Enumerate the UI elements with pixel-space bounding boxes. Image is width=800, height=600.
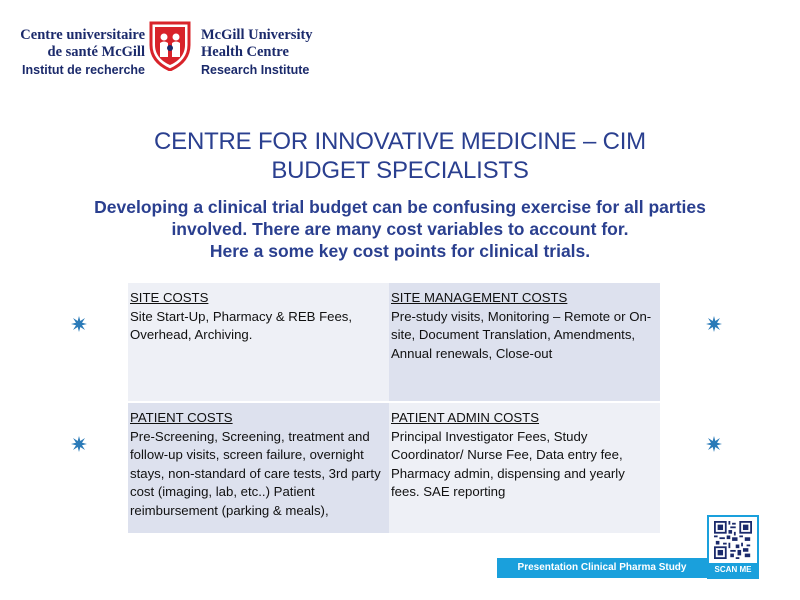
presentation-link-banner[interactable]: Presentation Clinical Pharma Study Budgets — [497, 558, 707, 578]
logo-fr-line3: Institut de recherche — [22, 63, 145, 77]
patient-admin-costs-body: Principal Investigator Fees, Study Coordinator/ Nurse Fee, Data entry fee, Pharmacy admin, dispensing and yearly fees. SAE reporting — [391, 428, 625, 499]
site-management-costs-body: Pre-study visits, Monitoring – Remote or On-site, Document Translation, Amendments, Annual renewals, Close-out — [391, 308, 652, 361]
patient-costs-body: Pre-Screening, Screening, treatment and follow-up visits, screen failure, overnight stays, non-standard of care tests, 3rd party cost (imaging, lab, etc..) Patient reimbursement (parking & meals), — [130, 428, 381, 518]
site-management-costs-heading: SITE MANAGEMENT COSTS — [391, 290, 568, 305]
cost-table — [128, 283, 660, 533]
burst-star-icon — [71, 436, 87, 452]
patient-costs-cell — [128, 401, 389, 533]
patient-admin-costs-heading: PATIENT ADMIN COSTS — [391, 410, 540, 425]
logo-english-text — [201, 27, 361, 79]
mcgill-shield-icon — [149, 21, 191, 71]
logo-en-line2: Health Centre — [201, 44, 289, 60]
burst-star-icon — [71, 316, 87, 332]
patient-costs-heading: PATIENT COSTS — [130, 410, 233, 425]
scan-me-label: SCAN ME — [709, 563, 757, 577]
logo-french-text — [0, 27, 145, 79]
site-costs-heading: SITE COSTS — [130, 290, 209, 305]
subtitle-line2: involved. There are many cost variables to account for. — [171, 219, 629, 239]
logo-fr-line1: Centre universitaire — [20, 27, 145, 43]
logo-fr-line2: de santé McGill — [47, 44, 145, 60]
patient-admin-costs-cell — [389, 401, 660, 533]
page-title-line1: CENTRE FOR INNOVATIVE MEDICINE – CIM — [154, 128, 646, 155]
site-costs-cell — [128, 283, 389, 401]
site-costs-body: Site Start-Up, Pharmacy & REB Fees, Overhead, Archiving. — [130, 308, 353, 342]
qr-code-card[interactable] — [707, 515, 759, 579]
burst-star-icon — [706, 316, 722, 332]
page-title-line2: BUDGET SPECIALISTS — [271, 157, 529, 184]
burst-star-icon — [706, 436, 722, 452]
logo-en-line3: Research Institute — [201, 63, 310, 77]
subtitle — [40, 196, 760, 262]
subtitle-line1: Developing a clinical trial budget can be confusing exercise for all parties — [94, 197, 706, 217]
subtitle-line3: Here a some key cost points for clinical trials. — [209, 241, 591, 261]
site-management-costs-cell — [389, 283, 660, 401]
qr-code-icon — [714, 521, 752, 559]
logo-en-line1: McGill University — [201, 27, 313, 43]
